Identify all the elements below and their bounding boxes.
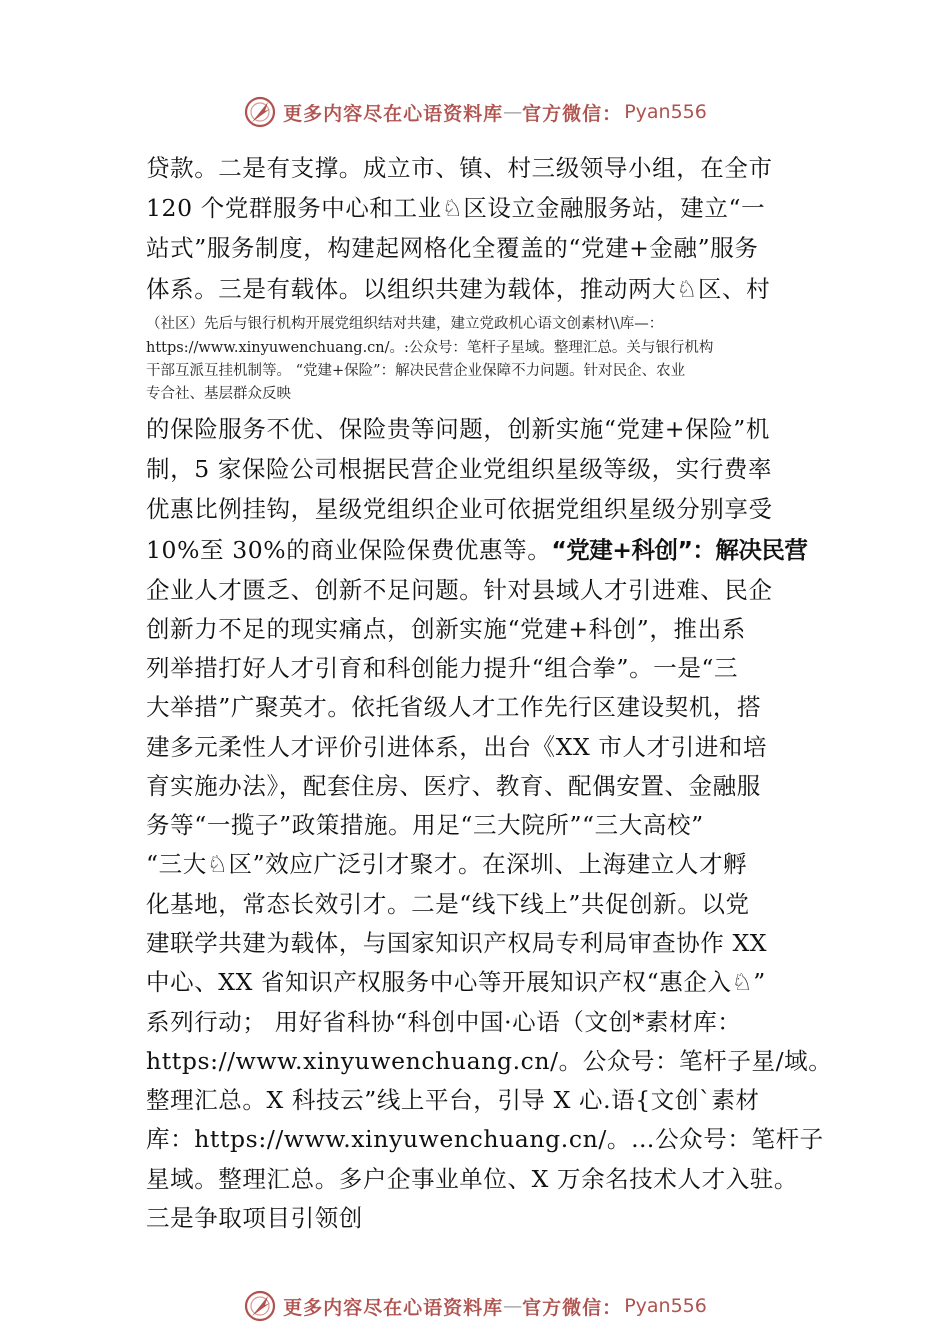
text-line: 120 个党群服务中心和工业♘区设立金融服务站，建立“一 [146, 194, 766, 222]
text-line: 大举措”广聚英才。依托省级人才工作先行区建设契机，搭 [146, 693, 762, 721]
text-line: 库：https://www.xinyuwenchuang.cn/。…公众号：笔杆子 [146, 1125, 824, 1153]
banner-separator: — [503, 101, 523, 123]
banner-wechat-id: Pyan556 [624, 1295, 707, 1317]
banner-label: 官方微信： [522, 1296, 623, 1319]
feather-pen-logo-icon [243, 1289, 277, 1323]
text-line: 建多元柔性人才评价引进体系，出台《XX 市人才引进和培 [146, 733, 768, 761]
text-line: 化基地，常态长效引才。二是“线下线上”共促创新。以党 [146, 890, 750, 918]
text-line: 列举措打好人才引育和科创能力提升“组合拳”。一是“三 [146, 654, 739, 682]
text-line: 企业人才匮乏、创新不足问题。针对县域人才引进难、民企 [146, 576, 773, 604]
text-line: 系列行动； 用好省科协“科创中国·心语（文创*素材库： [146, 1008, 742, 1036]
text-line: 星域。整理汇总。多户企事业单位、X 万余名技术人才入驻。 [146, 1165, 798, 1193]
text-line: 务等“一揽子”政策措施。用足“三大院所”“三大高校” [146, 811, 704, 839]
text-line: 制，5 家保险公司根据民营企业党组织星级等级，实行费率 [146, 455, 773, 483]
text-line: “三大♘区”效应广泛引才聚才。在深圳、上海建立人才孵 [146, 850, 748, 878]
mixed-normal-text: 10%至 30%的商业保险保费优惠等。 [146, 536, 552, 564]
text-line: 站式”服务制度，构建起网格化全覆盖的“党建+金融”服务 [146, 234, 759, 262]
text-line: https://www.xinyuwenchuang.cn/。公众号：笔杆子星/域。 [146, 1047, 833, 1075]
small-note-line: （社区）先后与银行机构开展党组织结对共建，建立党政机心语文创素材\\库—： [146, 316, 664, 332]
text-line-mixed [146, 535, 807, 565]
text-line: 整理汇总。X 科技云”线上平台，引导 X 心.语{文创`素材 [146, 1086, 760, 1114]
text-line: 建联学共建为载体，与国家知识产权局专利局审查协作 XX [146, 929, 768, 957]
banner-label: 官方微信： [522, 102, 623, 125]
small-note-line: 专合社、基层群众反映 [146, 386, 291, 402]
small-note-line: 干部互派互挂机制等。 “党建+保险”：解决民营企业保障不力问题。针对民企、农业 [146, 363, 686, 379]
text-line: 三是争取项目引领创 [146, 1204, 363, 1232]
text-line: 体系。三是有载体。以组织共建为载体，推动两大♘区、村 [146, 275, 771, 303]
text-line: 优惠比例挂钩，星级党组织企业可依据党组织星级分别享受 [146, 495, 773, 523]
banner-main-text: 更多内容尽在心语资料库 [283, 1296, 504, 1319]
text-line: 创新力不足的现实痛点，创新实施“党建+科创”，推出系 [146, 615, 746, 643]
feather-pen-logo-icon [243, 95, 277, 129]
highlight-heading: “党建+科创”：解决民营 [551, 536, 808, 564]
header-banner [0, 90, 950, 134]
small-note-line: https://www.xinyuwenchuang.cn/。:公众号：笔杆子星域。整理汇总。关与银行机构 [146, 340, 714, 356]
banner-main-text: 更多内容尽在心语资料库 [283, 102, 504, 125]
text-line: 贷款。二是有支撑。成立市、镇、村三级领导小组，在全市 [146, 154, 773, 182]
text-line: 中心、XX 省知识产权服务中心等开展知识产权“惠企入♘” [146, 968, 766, 996]
banner-wechat-id: Pyan556 [624, 101, 707, 123]
footer-banner [0, 1284, 950, 1328]
text-line: 育实施办法》，配套住房、医疗、教育、配偶安置、金融服 [146, 772, 761, 800]
text-line: 的保险服务不优、保险贵等问题，创新实施“党建+保险”机 [146, 415, 770, 443]
banner-separator: — [503, 1295, 523, 1317]
